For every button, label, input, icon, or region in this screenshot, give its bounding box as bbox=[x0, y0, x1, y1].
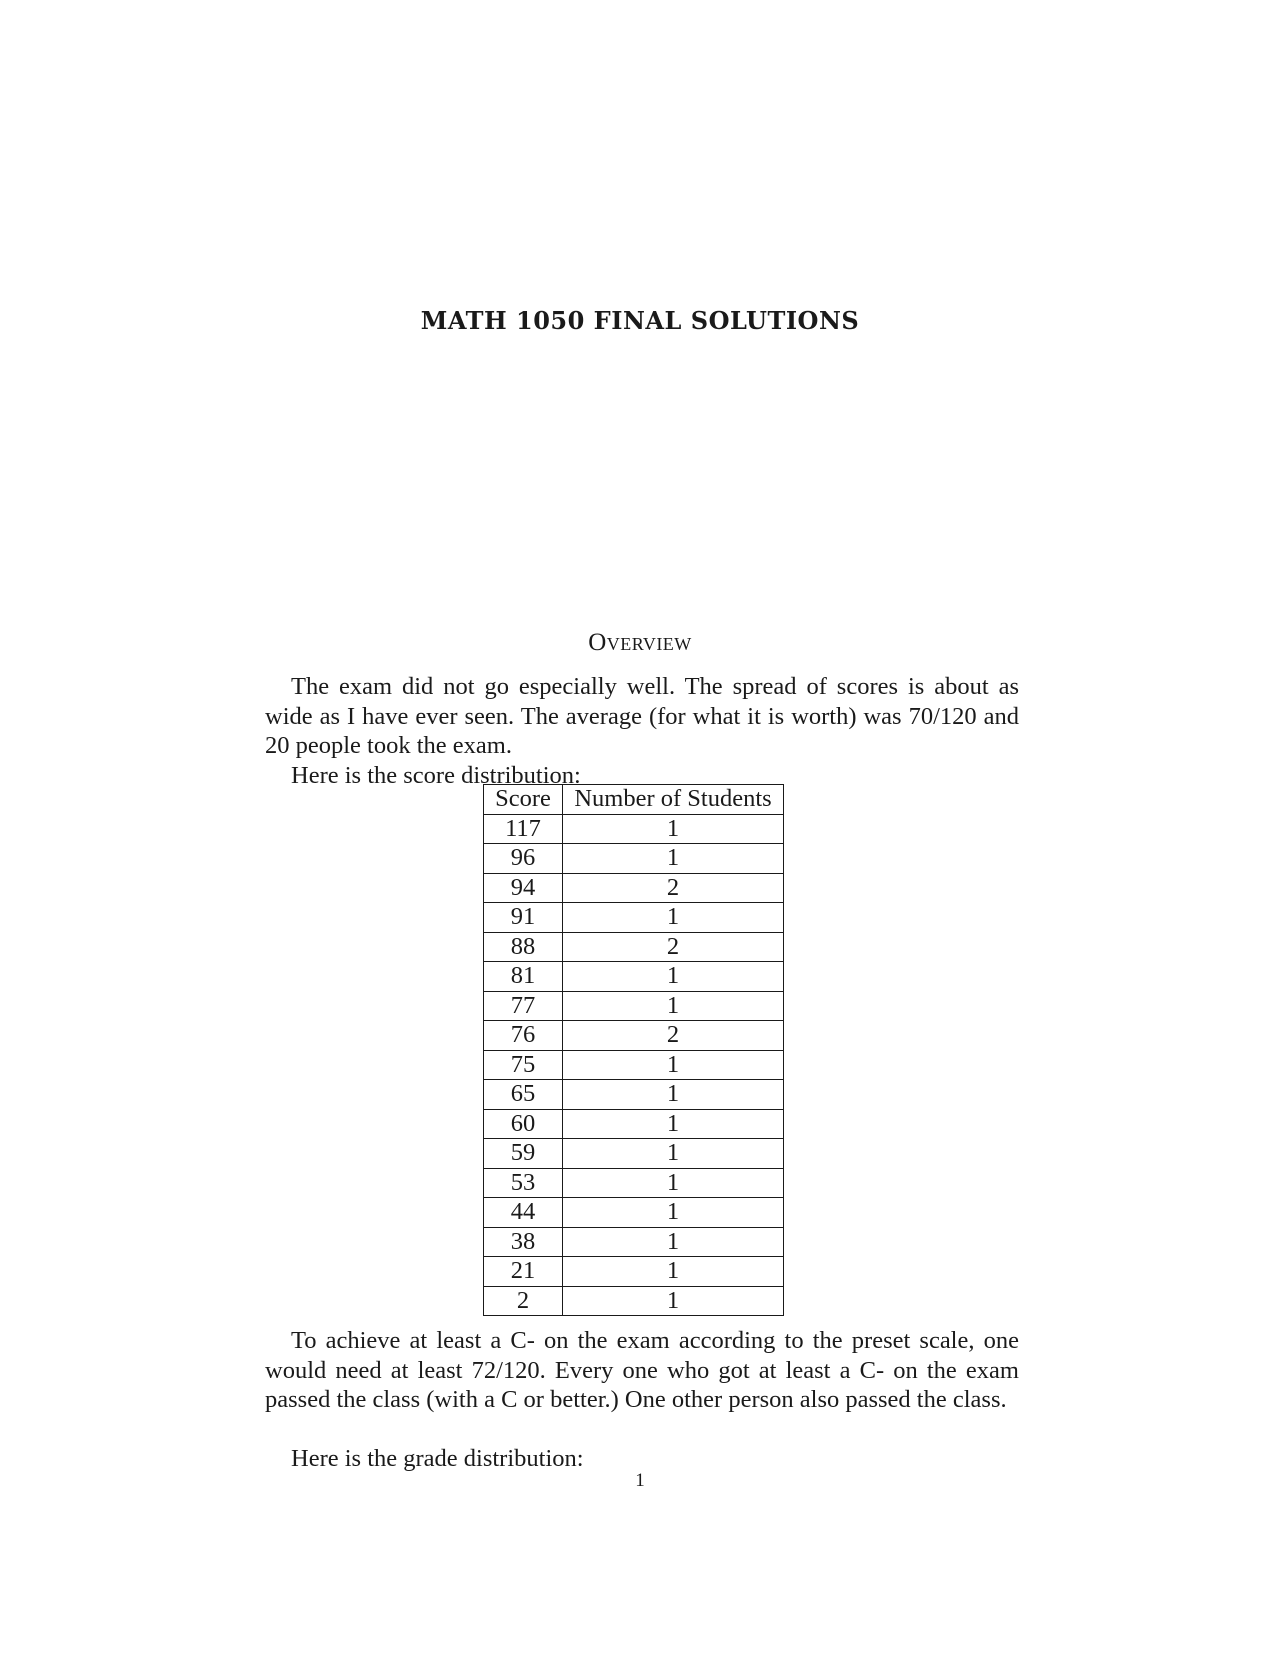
table-cell-score: 96 bbox=[484, 844, 563, 874]
table-row bbox=[484, 1198, 784, 1228]
table-cell-number-of-students: 2 bbox=[563, 1021, 784, 1051]
table-row bbox=[484, 1109, 784, 1139]
table-row bbox=[484, 1257, 784, 1287]
table-cell-number-of-students: 1 bbox=[563, 1050, 784, 1080]
table-cell-score: 81 bbox=[484, 962, 563, 992]
table-row bbox=[484, 932, 784, 962]
table-cell-score: 94 bbox=[484, 873, 563, 903]
table-cell-number-of-students: 1 bbox=[563, 1227, 784, 1257]
table-row bbox=[484, 873, 784, 903]
table-cell-score: 59 bbox=[484, 1139, 563, 1169]
table-cell-number-of-students: 2 bbox=[563, 873, 784, 903]
table-header-row bbox=[484, 785, 784, 815]
score-distribution-table bbox=[483, 784, 784, 1316]
table-row bbox=[484, 1021, 784, 1051]
document-title: MATH 1050 FINAL SOLUTIONS bbox=[420, 306, 860, 335]
table-row bbox=[484, 962, 784, 992]
table-cell-number-of-students: 1 bbox=[563, 1168, 784, 1198]
paragraph-grade-scale-text: To achieve at least a C- on the exam according to the preset scale, one would need at least 72/120. Every one who got at least a C- on the exam passed the class (with a C or better.) One other person also passed the class. bbox=[265, 1327, 1019, 1413]
paragraph-exam-summary bbox=[265, 672, 1019, 761]
table-row bbox=[484, 1227, 784, 1257]
table-cell-score: 2 bbox=[484, 1286, 563, 1316]
table-row bbox=[484, 1050, 784, 1080]
table-cell-number-of-students: 1 bbox=[563, 844, 784, 874]
table-cell-score: 77 bbox=[484, 991, 563, 1021]
table-header-score: Score bbox=[484, 785, 563, 815]
section-heading-overview: Overview bbox=[588, 629, 692, 656]
table-cell-score: 117 bbox=[484, 814, 563, 844]
table-cell-number-of-students: 1 bbox=[563, 1139, 784, 1169]
table-cell-score: 65 bbox=[484, 1080, 563, 1110]
table-cell-number-of-students: 1 bbox=[563, 1198, 784, 1228]
table-row bbox=[484, 1139, 784, 1169]
paragraph-exam-summary-text: The exam did not go especially well. The spread of scores is about as wide as I have ever seen. The average (for what it is worth) was 70/120 and 20 people took the exam. bbox=[265, 673, 1019, 759]
table-cell-number-of-students: 1 bbox=[563, 991, 784, 1021]
table-cell-score: 38 bbox=[484, 1227, 563, 1257]
table-cell-number-of-students: 1 bbox=[563, 1109, 784, 1139]
table-row bbox=[484, 903, 784, 933]
table-cell-number-of-students: 1 bbox=[563, 814, 784, 844]
table-cell-score: 21 bbox=[484, 1257, 563, 1287]
table-cell-score: 76 bbox=[484, 1021, 563, 1051]
table-row bbox=[484, 1286, 784, 1316]
paragraph-grade-scale bbox=[265, 1326, 1019, 1415]
paragraph-grade-intro-text: Here is the grade distribution: bbox=[291, 1445, 584, 1472]
table-cell-score: 88 bbox=[484, 932, 563, 962]
table-row bbox=[484, 991, 784, 1021]
table-row bbox=[484, 1168, 784, 1198]
table-header-number-of-students: Number of Students bbox=[563, 785, 784, 815]
table-cell-number-of-students: 1 bbox=[563, 1080, 784, 1110]
table-cell-score: 60 bbox=[484, 1109, 563, 1139]
table-row bbox=[484, 1080, 784, 1110]
table-cell-number-of-students: 1 bbox=[563, 1286, 784, 1316]
table-cell-score: 91 bbox=[484, 903, 563, 933]
table-cell-score: 44 bbox=[484, 1198, 563, 1228]
table-row bbox=[484, 814, 784, 844]
paragraph-score-intro-text: Here is the score distribution: bbox=[291, 762, 581, 789]
table-cell-number-of-students: 1 bbox=[563, 962, 784, 992]
table-cell-number-of-students: 1 bbox=[563, 903, 784, 933]
table-cell-number-of-students: 2 bbox=[563, 932, 784, 962]
table-cell-score: 75 bbox=[484, 1050, 563, 1080]
page-number: 1 bbox=[635, 1470, 645, 1491]
table-cell-score: 53 bbox=[484, 1168, 563, 1198]
table-cell-number-of-students: 1 bbox=[563, 1257, 784, 1287]
table-row bbox=[484, 844, 784, 874]
